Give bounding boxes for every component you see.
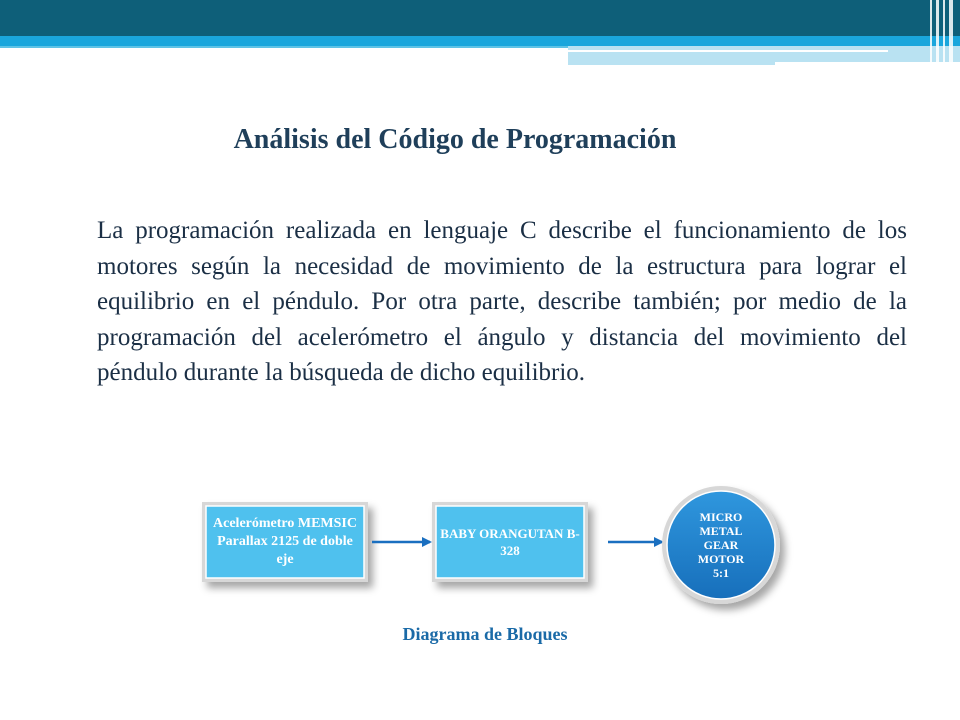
slide-title: Análisis del Código de Programación (233, 124, 677, 155)
block-accelerometer-label: Acelerómetro MEMSIC Parallax 2125 de doble eje (213, 516, 357, 567)
block-motor-label: MICRO METAL GEAR MOTOR 5:1 (697, 510, 745, 580)
diagram-caption: Diagrama de Bloques (402, 624, 568, 644)
slide-paragraph: La programación realizada en lenguaje C describe el funcionamiento de los motores según la necesidad de movimiento de la estructura para lograr el equilibrio en el péndulo. Por otra parte, describe también; por medio de la programación del acelerómetro el ángulo y distancia del movimiento del péndulo durante la búsqueda de dicho equilibrio. (97, 217, 907, 386)
block-baby-orangutan-label: BABY ORANGUTAN B-328 (440, 526, 580, 558)
